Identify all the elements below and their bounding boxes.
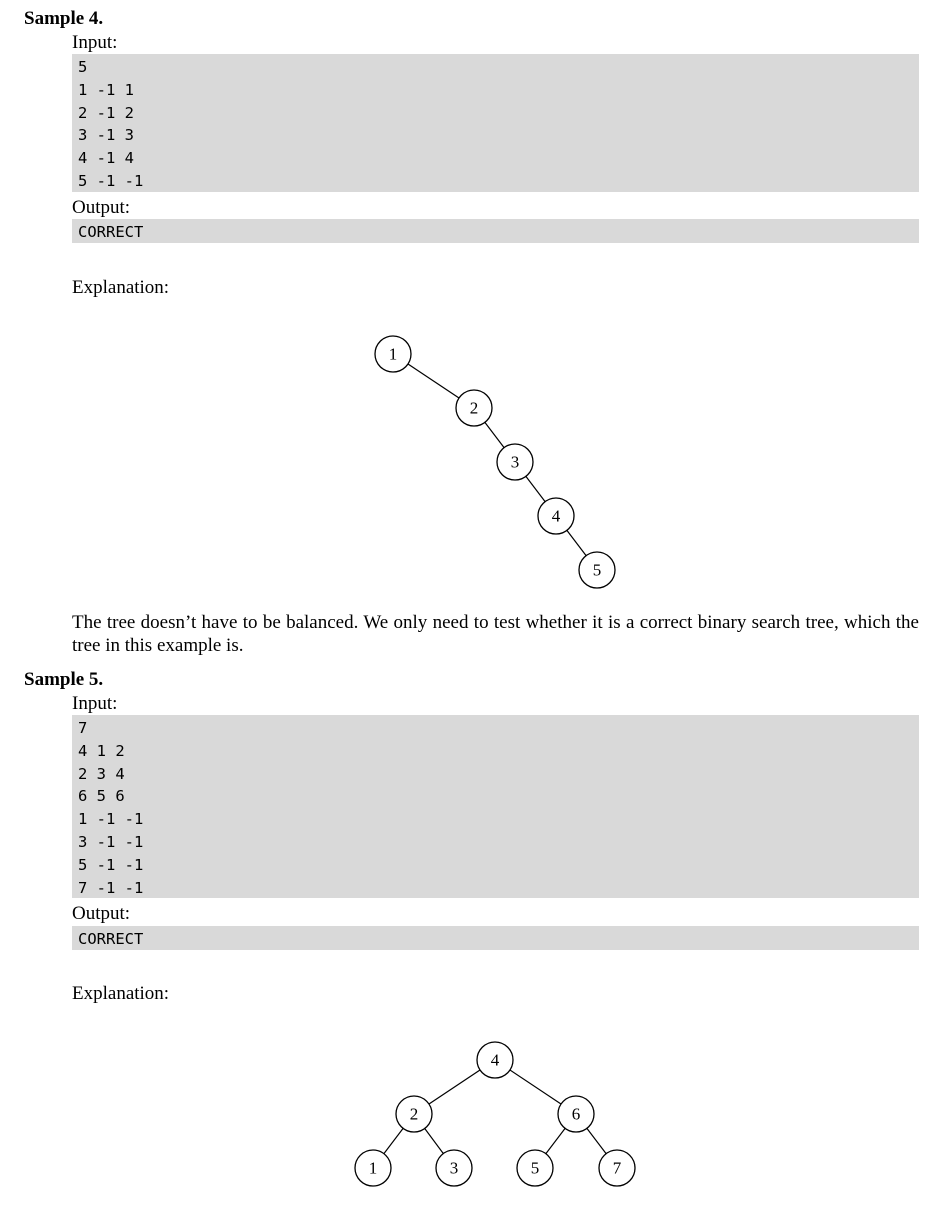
code-line: 4 -1 4 — [78, 149, 134, 168]
sample-5-title: Sample 5. — [24, 669, 104, 690]
tree-node-5 — [579, 552, 615, 588]
tree-node-6 — [558, 1096, 594, 1132]
tree-node-label: 6 — [571, 1104, 581, 1124]
code-line: 5 — [78, 58, 88, 76]
sample-5-output-box — [72, 926, 919, 950]
code-line: 6 5 6 — [78, 787, 125, 806]
tree-node-label: 3 — [449, 1158, 459, 1178]
code-line: 5 -1 -1 — [78, 171, 144, 190]
code-line: 5 -1 -1 — [78, 855, 144, 874]
tree-node-1 — [355, 1150, 391, 1186]
code-line: CORRECT — [78, 223, 144, 241]
tree-node-label: 3 — [510, 452, 520, 472]
tree-node-label: 2 — [469, 398, 479, 418]
code-line: 1 -1 -1 — [78, 810, 144, 829]
code-line: 4 1 2 — [78, 741, 125, 760]
sample-4-explanation-text: The tree doesn’t have to be balanced. We only need to test whether it is a correct binary search tree, which the tree in this example is. — [72, 612, 919, 656]
tree-node-2 — [396, 1096, 432, 1132]
code-line: 3 -1 3 — [78, 126, 134, 145]
sample-4-explanation-label: Explanation: — [72, 277, 170, 298]
code-line: 2 -1 2 — [78, 103, 134, 122]
code-line: 2 3 4 — [78, 764, 125, 783]
code-line: 1 -1 1 — [78, 80, 134, 99]
sample-4-title: Sample 4. — [24, 8, 104, 29]
tree-node-2 — [456, 390, 492, 426]
sample-5-input-label: Input: — [72, 693, 118, 714]
tree-node-label: 5 — [530, 1158, 540, 1178]
code-line: 7 — [78, 719, 88, 737]
tree-node-label: 7 — [612, 1158, 622, 1178]
tree-node-7 — [599, 1150, 635, 1186]
sample-4-output-label: Output: — [72, 197, 131, 218]
tree-node-3 — [436, 1150, 472, 1186]
tree-node-label: 4 — [490, 1050, 500, 1070]
sample-5-output-label: Output: — [72, 903, 131, 924]
tree-node-label: 5 — [592, 560, 602, 580]
code-line: 3 -1 -1 — [78, 832, 144, 851]
code-line: 7 -1 -1 — [78, 878, 144, 897]
sample-4-input-label: Input: — [72, 32, 118, 53]
tree-node-label: 4 — [551, 506, 561, 526]
tree-node-label: 1 — [388, 344, 398, 364]
tree-node-1 — [375, 336, 411, 372]
code-line: CORRECT — [78, 930, 144, 948]
tree-node-3 — [497, 444, 533, 480]
tree-node-label: 2 — [409, 1104, 419, 1124]
tree-node-label: 1 — [368, 1158, 378, 1178]
tree-node-4 — [477, 1042, 513, 1078]
tree-node-5 — [517, 1150, 553, 1186]
tree-node-4 — [538, 498, 574, 534]
sample-5-explanation-label: Explanation: — [72, 983, 170, 1004]
sample-5-input-box — [72, 715, 919, 898]
